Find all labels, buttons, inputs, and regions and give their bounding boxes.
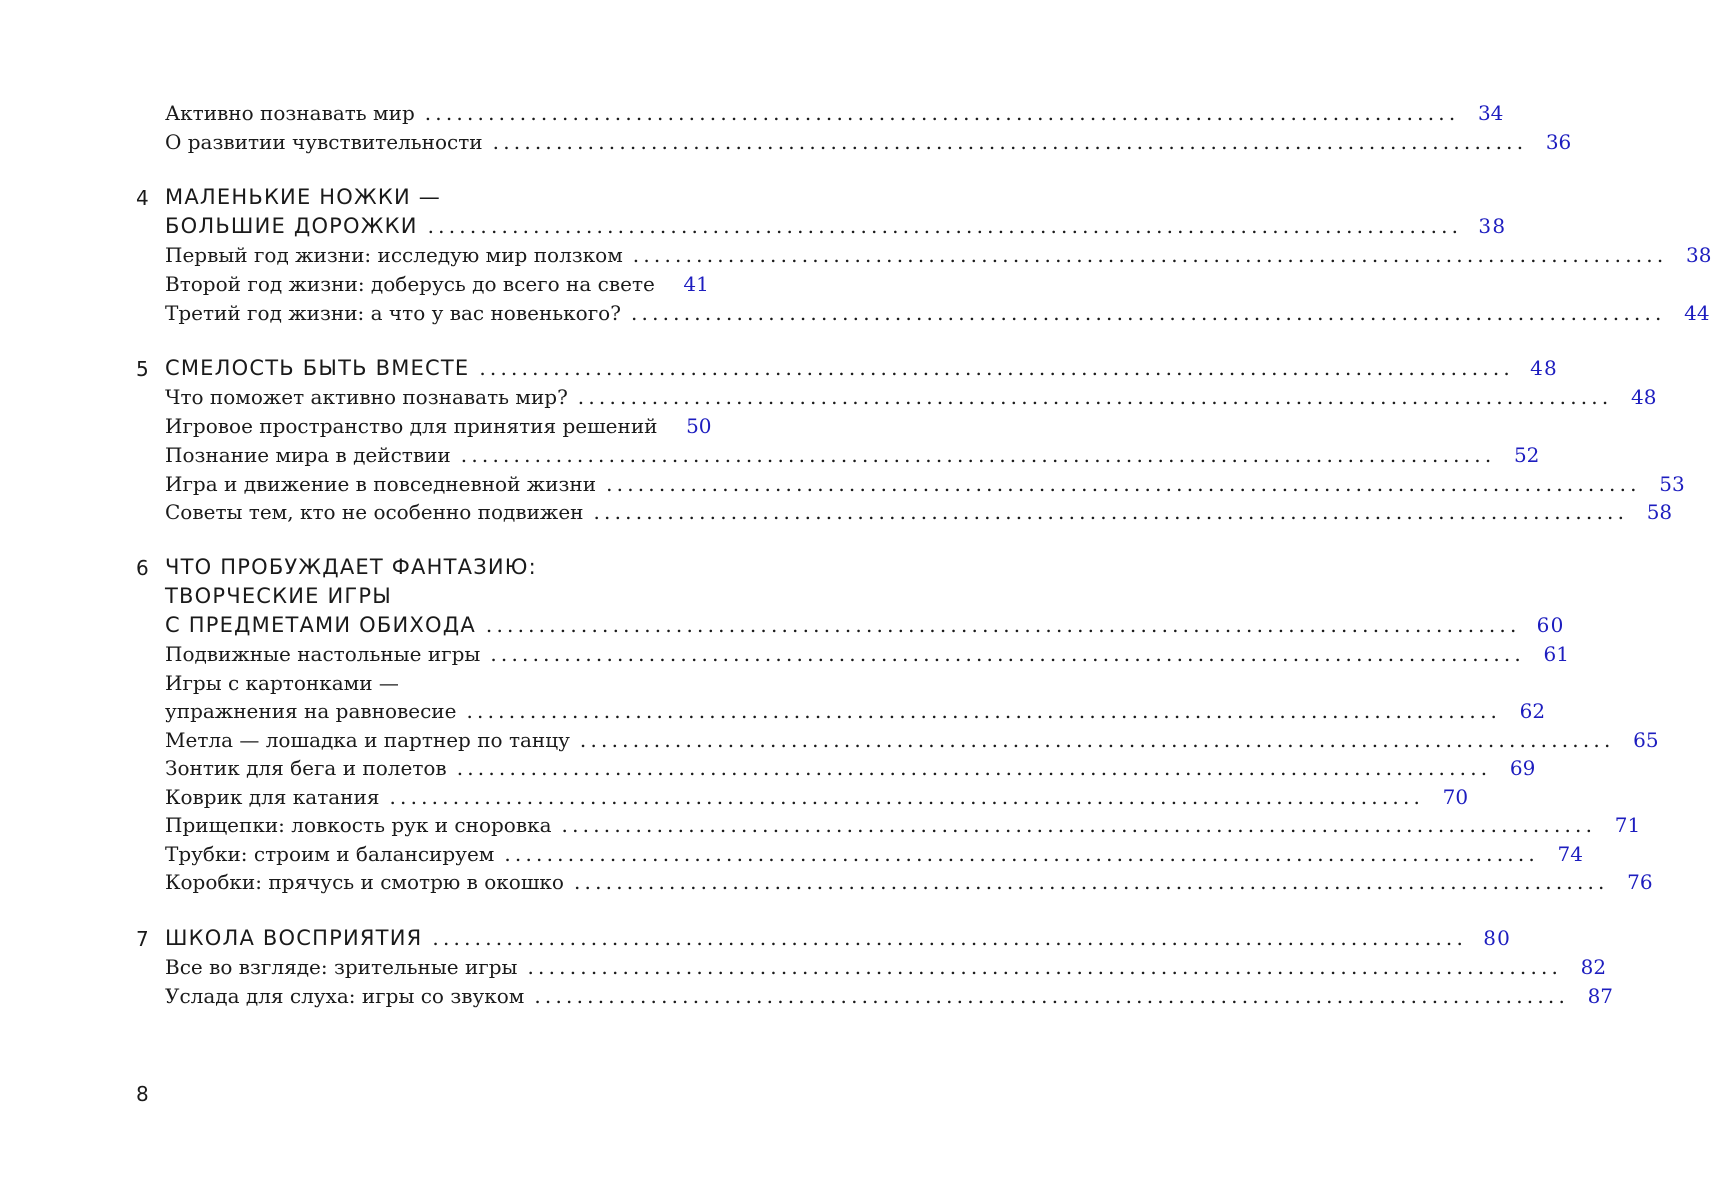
entry-title: Советы тем, кто не особенно подвижен (165, 500, 584, 524)
chapter-number: 4 (136, 186, 149, 210)
toc-entry-first-line[interactable] (165, 671, 703, 699)
toc-entry[interactable] (165, 443, 1540, 471)
toc-entry[interactable] (165, 785, 1469, 813)
entry-page: 58 (1646, 500, 1673, 524)
entry-title: Игровое пространство для принятия решений (165, 414, 658, 438)
dot-leader: .................................................................................................. (466, 699, 1502, 723)
toc-entry[interactable] (165, 130, 1572, 158)
dot-leader: .................................................................................................. (456, 756, 1492, 780)
dot-leader: .................................................................................................. (632, 243, 1668, 267)
dot-leader: .................................................................................................. (527, 955, 1563, 979)
dot-leader: .................................................................................................. (573, 870, 1609, 894)
toc-entry[interactable] (165, 414, 712, 442)
entry-title: Игра и движение в повседневной жизни (165, 472, 597, 496)
chapter-title (165, 185, 703, 213)
chapter-number: 6 (136, 556, 149, 580)
entry-page: 65 (1633, 728, 1659, 752)
entry-page: 61 (1543, 642, 1569, 666)
entry-title: Коврик для катания (165, 785, 380, 809)
toc-entry[interactable] (165, 870, 1653, 898)
entry-page: 53 (1659, 472, 1685, 496)
entry-title: Прищепки: ловкость рук и сноровка (165, 813, 552, 837)
chapter-page: 60 (1536, 613, 1565, 637)
chapter-title-line: МАЛЕНЬКИЕ НОЖКИ — (165, 185, 441, 209)
toc-entry[interactable] (165, 272, 709, 300)
chapter-title-line: СМЕЛОСТЬ БЫТЬ ВМЕСТЕ (165, 356, 470, 380)
chapter-heading[interactable] (165, 613, 1565, 641)
dot-leader: .................................................................................................. (427, 214, 1463, 238)
entry-title: Игры с картонками — (165, 671, 399, 695)
dot-leader: .................................................................................................. (492, 130, 1528, 154)
entry-title: Коробки: прячусь и смотрю в окошко (165, 870, 564, 894)
chapter-title-line: ЧТО ПРОБУЖДАЕТ ФАНТАЗИЮ: (165, 555, 537, 579)
entry-title: Первый год жизни: исследую мир ползком (165, 243, 623, 267)
chapter-title-line: ШКОЛА ВОСПРИЯТИЯ (165, 926, 423, 950)
dot-leader: .................................................................................................. (577, 385, 1613, 409)
chapter-title-line: БОЛЬШИЕ ДОРОЖКИ (165, 214, 418, 238)
entry-page: 87 (1587, 984, 1614, 1008)
toc-entry[interactable] (165, 842, 1583, 870)
toc-entry[interactable] (165, 243, 1711, 271)
entry-page: 44 (1684, 301, 1710, 325)
entry-title: Подвижные настольные игры (165, 642, 481, 666)
dot-leader: .................................................................................................. (485, 613, 1521, 637)
entry-title: Активно познавать мир (165, 101, 415, 125)
entry-page: 76 (1627, 870, 1653, 894)
dot-leader: .................................................................................................. (630, 301, 1666, 325)
chapter-title (165, 584, 703, 612)
dot-leader: .................................................................................................. (424, 101, 1460, 125)
entry-title: Метла — лошадка и партнер по танцу (165, 728, 570, 752)
toc-entry[interactable] (165, 500, 1673, 528)
toc-entry[interactable] (165, 699, 1546, 727)
entry-page: 69 (1509, 756, 1536, 780)
entry-page: 50 (686, 414, 712, 438)
chapter-heading[interactable] (165, 214, 1507, 242)
chapter-heading[interactable] (165, 926, 1512, 954)
entry-page: 74 (1557, 842, 1583, 866)
chapter-number: 5 (136, 357, 149, 381)
chapter-title (165, 555, 703, 583)
toc-entry[interactable] (165, 642, 1569, 670)
entry-page: 82 (1580, 955, 1607, 979)
entry-page: 62 (1519, 699, 1546, 723)
entry-title: Услада для слуха: игры со звуком (165, 984, 525, 1008)
entry-page: 48 (1630, 385, 1657, 409)
entry-title: Все во взгляде: зрительные игры (165, 955, 518, 979)
entry-page: 38 (1685, 243, 1711, 267)
entry-title: Познание мира в действии (165, 443, 451, 467)
entry-page: 71 (1614, 813, 1641, 837)
toc-entry[interactable] (165, 756, 1536, 784)
page-number: 8 (136, 1082, 149, 1106)
dot-leader: .................................................................................................. (534, 984, 1570, 1008)
entry-title: Второй год жизни: доберусь до всего на свете (165, 272, 655, 296)
chapter-title-line: ТВОРЧЕСКИЕ ИГРЫ (165, 584, 393, 608)
entry-page: 34 (1477, 101, 1504, 125)
chapter-page: 80 (1483, 926, 1512, 950)
toc-entry[interactable] (165, 472, 1685, 500)
dot-leader: .................................................................................................. (579, 728, 1615, 752)
toc-entry[interactable] (165, 385, 1657, 413)
entry-title: Зонтик для бега и полетов (165, 756, 447, 780)
entry-title: упражнения на равновесие (165, 699, 457, 723)
dot-leader: .................................................................................................. (490, 642, 1525, 666)
entry-page: 41 (683, 272, 709, 296)
dot-leader: .................................................................................................. (606, 472, 1641, 496)
chapter-title-line: С ПРЕДМЕТАМИ ОБИХОДА (165, 613, 476, 637)
entry-title: Третий год жизни: а что у вас новенького? (165, 301, 621, 325)
chapter-heading[interactable] (165, 356, 1558, 384)
entry-page: 36 (1545, 130, 1572, 154)
toc-entry[interactable] (165, 301, 1710, 329)
entry-title: Что поможет активно познавать мир? (165, 385, 568, 409)
entry-title: Трубки: строим и балансируем (165, 842, 495, 866)
entry-page: 70 (1442, 785, 1469, 809)
toc-entry[interactable] (165, 984, 1614, 1012)
dot-leader: .................................................................................................. (389, 785, 1425, 809)
dot-leader: .................................................................................................. (593, 500, 1629, 524)
toc-entry[interactable] (165, 813, 1641, 841)
chapter-page: 48 (1530, 356, 1558, 380)
dot-leader: .................................................................................................. (432, 926, 1468, 950)
toc-entry[interactable] (165, 101, 1504, 129)
toc-entry[interactable] (165, 728, 1659, 756)
entry-title: О развитии чувствительности (165, 130, 483, 154)
chapter-number: 7 (136, 927, 149, 951)
dot-leader: .................................................................................................. (460, 443, 1496, 467)
dot-leader: .................................................................................................. (504, 842, 1539, 866)
chapter-page: 38 (1478, 214, 1507, 238)
entry-page: 52 (1513, 443, 1540, 467)
dot-leader: .................................................................................................. (561, 813, 1597, 837)
dot-leader: .................................................................................................. (479, 356, 1514, 380)
toc-entry[interactable] (165, 955, 1607, 983)
